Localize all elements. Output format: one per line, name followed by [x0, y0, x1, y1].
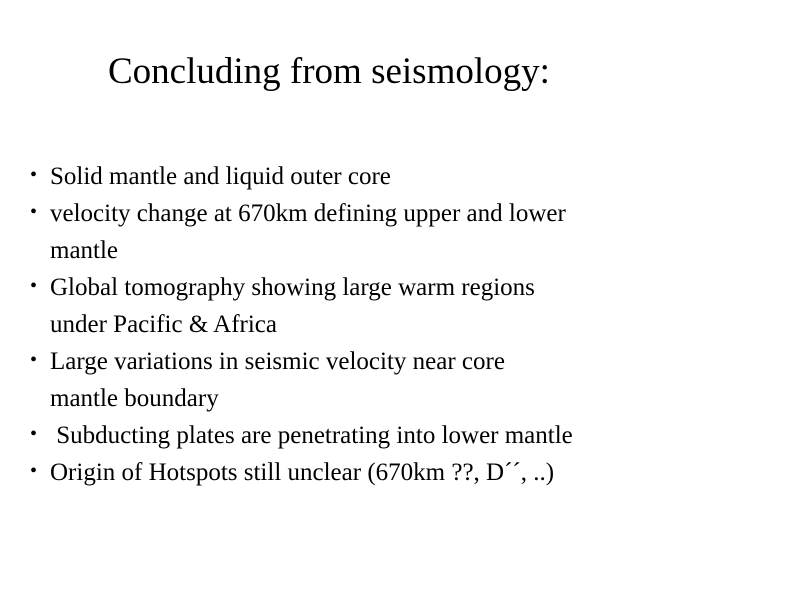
bullet-dot-icon: •	[30, 423, 38, 445]
bullet-dot-icon: •	[30, 275, 38, 297]
bullet-text: Large variations in seismic velocity near core	[50, 348, 505, 375]
bullet-text: Subducting plates are penetrating into lower mantle	[50, 422, 573, 449]
bullet-item	[30, 417, 770, 454]
bullet-text-continuation: mantle	[50, 237, 119, 264]
bullet-item	[30, 195, 770, 269]
bullet-text: Origin of Hotspots still unclear (670km ??, D´´, ..)	[50, 459, 555, 486]
bullet-item	[30, 343, 770, 417]
slide-title: Concluding from seismology:	[108, 51, 550, 92]
bullet-dot-icon: •	[30, 460, 38, 482]
bullet-item	[30, 158, 770, 195]
bullet-item	[30, 454, 770, 491]
bullet-text-continuation: mantle boundary	[50, 385, 219, 412]
bullet-text-continuation: under Pacific & Africa	[50, 311, 277, 338]
bullet-dot-icon: •	[30, 201, 38, 223]
bullet-item	[30, 269, 770, 343]
bullet-text: Solid mantle and liquid outer core	[50, 163, 391, 190]
bullet-dot-icon: •	[30, 164, 38, 186]
bullet-text: velocity change at 670km defining upper and lower	[50, 200, 566, 227]
bullet-text: Global tomography showing large warm regions	[50, 274, 535, 301]
bullet-dot-icon: •	[30, 349, 38, 371]
bullet-list	[30, 158, 770, 491]
